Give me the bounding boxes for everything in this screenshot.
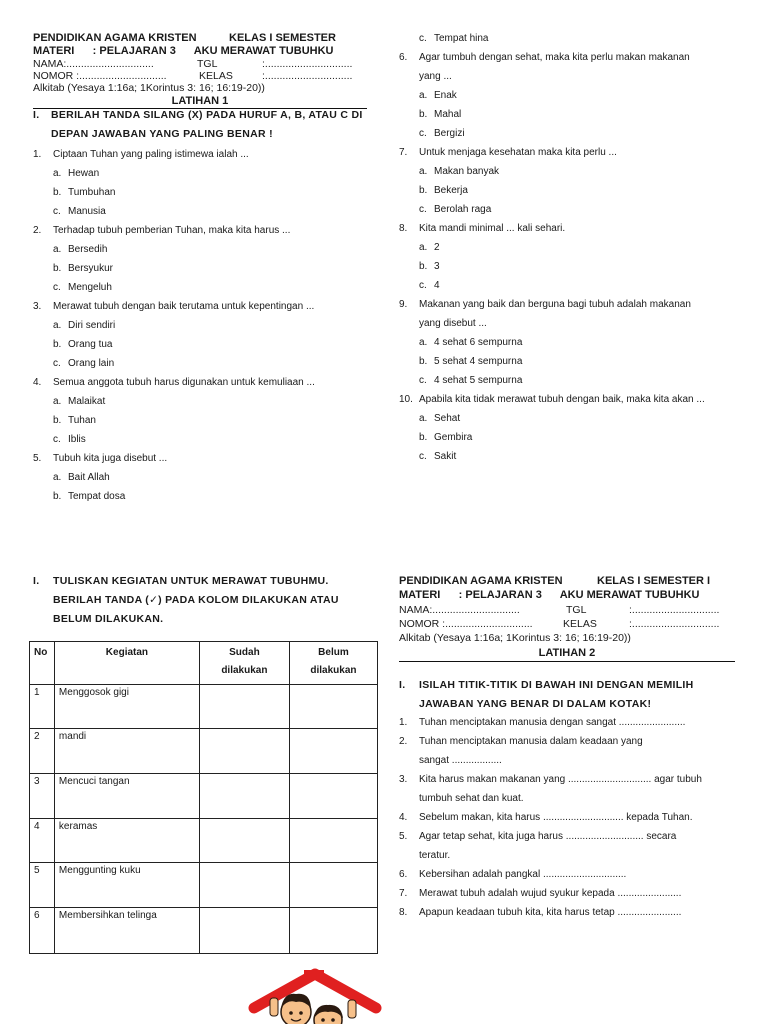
- activity-instruction: [33, 572, 373, 629]
- instruction-line-2: JAWABAN YANG BENAR DI DALAM KOTAK!: [419, 698, 652, 710]
- option-a[interactable]: a. 4 sehat 6 sempurna: [419, 337, 523, 348]
- question-number: 6.: [399, 52, 408, 63]
- question-number: 5.: [33, 453, 42, 464]
- option-c[interactable]: c. Orang lain: [53, 358, 115, 369]
- row-kegiatan: Menggunting kuku: [54, 863, 199, 908]
- kids-under-roof-icon: [248, 968, 382, 1024]
- sheet2-nama-field[interactable]: NAMA:..............................: [399, 604, 520, 616]
- section-number: I.: [33, 575, 40, 587]
- belum-checkbox-cell[interactable]: [289, 908, 377, 954]
- question-number: 9.: [399, 299, 408, 310]
- option-a[interactable]: a. Hewan: [53, 168, 100, 179]
- option-a[interactable]: a. Diri sendiri: [53, 320, 116, 331]
- belum-checkbox-cell[interactable]: [289, 685, 377, 729]
- option-a[interactable]: a. Sehat: [419, 413, 461, 424]
- question-number: 3.: [33, 301, 42, 312]
- sheet1-materi: MATERI : PELAJARAN 3 AKU MERAWAT TUBUHKU: [33, 45, 334, 57]
- option-b[interactable]: b. Gembira: [419, 432, 473, 443]
- option-a[interactable]: a. Bersedih: [53, 244, 108, 255]
- question-number: 10.: [399, 394, 413, 405]
- list-item[interactable]: 6. Kebersihan adalah pangkal ..............................: [399, 869, 627, 880]
- row-kegiatan: Menggosok gigi: [54, 685, 199, 729]
- option-b[interactable]: b. Bersyukur: [53, 263, 114, 274]
- section-number: I.: [399, 679, 406, 691]
- question-6: [399, 48, 735, 143]
- row-kegiatan: Mencuci tangan: [54, 774, 199, 819]
- sudah-checkbox-cell[interactable]: [199, 729, 289, 774]
- question-4: [33, 373, 373, 449]
- option-c[interactable]: c. Sakit: [419, 451, 457, 462]
- option-a[interactable]: a. Bait Allah: [53, 472, 110, 483]
- sheet1-class: KELAS I SEMESTER: [229, 32, 336, 44]
- header-sudah: Sudah dilakukan: [199, 642, 289, 685]
- option-b[interactable]: b. 5 sehat 4 sempurna: [419, 356, 523, 367]
- question-2: [33, 221, 373, 297]
- question-text: Ciptaan Tuhan yang paling istimewa ialah ...: [53, 149, 249, 160]
- sheet1-title: PENDIDIKAN AGAMA KRISTEN: [33, 32, 197, 44]
- option-b[interactable]: b. Tuhan: [53, 415, 96, 426]
- option-c[interactable]: c. Bergizi: [419, 128, 465, 139]
- fill-in-list: [399, 713, 735, 922]
- table-row: [30, 774, 378, 819]
- activity-table: [29, 641, 378, 954]
- option-c[interactable]: c. Manusia: [53, 206, 106, 217]
- questions-right: [399, 29, 735, 466]
- question-text: Untuk menjaga kesehatan maka kita perlu ...: [419, 147, 617, 158]
- question-text: Semua anggota tubuh harus digunakan untuk kemuliaan ...: [53, 377, 315, 388]
- belum-checkbox-cell[interactable]: [289, 819, 377, 863]
- option-c[interactable]: c. 4: [419, 280, 440, 291]
- option-a[interactable]: a. Makan banyak: [419, 166, 500, 177]
- sheet2-nomor-field[interactable]: NOMOR :..............................: [399, 618, 533, 630]
- row-kegiatan: keramas: [54, 819, 199, 863]
- question-text: Merawat tubuh dengan baik terutama untuk kepentingan ...: [53, 301, 315, 312]
- latihan-1-title: LATIHAN 1: [171, 95, 229, 107]
- sudah-checkbox-cell[interactable]: [199, 774, 289, 819]
- latihan-2-title: LATIHAN 2: [538, 647, 596, 659]
- table-header-row: [30, 642, 378, 685]
- sheet1-kelas-label: KELAS: [199, 70, 233, 82]
- option-a[interactable]: a. Enak: [419, 90, 457, 101]
- row-no: 5: [30, 863, 55, 908]
- sudah-checkbox-cell[interactable]: [199, 819, 289, 863]
- question-text: Agar tumbuh dengan sehat, maka kita perlu makan makanan: [419, 52, 690, 63]
- option-c[interactable]: c. Iblis: [53, 434, 86, 445]
- sudah-checkbox-cell[interactable]: [199, 863, 289, 908]
- sudah-checkbox-cell[interactable]: [199, 685, 289, 729]
- list-item[interactable]: 2. Tuhan menciptakan manusia dalam keadaan yang sangat ..................: [399, 736, 643, 766]
- header-no: No: [30, 642, 55, 685]
- list-item[interactable]: 4. Sebelum makan, kita harus ............................. kepada Tuhan.: [399, 812, 693, 823]
- sheet2-title: PENDIDIKAN AGAMA KRISTEN: [399, 575, 563, 587]
- question-number: 8.: [399, 223, 408, 234]
- option-b[interactable]: b. Tempat dosa: [53, 491, 126, 502]
- question-number: 4.: [33, 377, 42, 388]
- sheet2-materi: MATERI : PELAJARAN 3 AKU MERAWAT TUBUHKU: [399, 589, 700, 601]
- list-item[interactable]: 3. Kita harus makan makanan yang .............................. agar tubuh tumbuh sehat dan kuat.: [399, 774, 702, 804]
- question-10: [399, 390, 735, 466]
- question-text-cont: yang ...: [419, 71, 452, 82]
- question-9: [399, 295, 735, 390]
- questions-left: [33, 145, 373, 506]
- sudah-checkbox-cell[interactable]: [199, 908, 289, 954]
- question-3: [33, 297, 373, 373]
- sheet2-kelas-label: KELAS: [563, 618, 597, 630]
- question-text: Terhadap tubuh pemberian Tuhan, maka kita harus ...: [53, 225, 291, 236]
- table-row: [30, 685, 378, 729]
- table-row: [30, 819, 378, 863]
- sheet2-tgl-label: TGL: [566, 604, 587, 616]
- row-no: 2: [30, 729, 55, 774]
- sheet2-tgl-field[interactable]: :..............................: [629, 604, 720, 616]
- row-kegiatan: mandi: [54, 729, 199, 774]
- option-b[interactable]: b. Tumbuhan: [53, 187, 116, 198]
- belum-checkbox-cell[interactable]: [289, 729, 377, 774]
- latihan-2-instruction: [399, 676, 735, 714]
- list-item[interactable]: 8. Apapun keadaan tubuh kita, kita harus tetap .......................: [399, 907, 682, 918]
- question-text-cont: yang disebut ...: [419, 318, 487, 329]
- sheet1-alkitab: Alkitab (Yesaya 1:16a; 1Korintus 3: 16; 16:19-20)): [33, 82, 265, 94]
- sheet1-nama-field[interactable]: NAMA:..............................: [33, 58, 154, 70]
- row-no: 3: [30, 774, 55, 819]
- option-b[interactable]: b. 3: [419, 261, 440, 272]
- sheet2-class: KELAS I SEMESTER I: [597, 575, 711, 587]
- row-kegiatan: Membersihkan telinga: [54, 908, 199, 954]
- section-number: I.: [33, 109, 40, 121]
- option-c[interactable]: c. Berolah raga: [419, 204, 492, 215]
- question-text: Makanan yang baik dan berguna bagi tubuh adalah makanan: [419, 299, 691, 310]
- option-a[interactable]: a. 2: [419, 242, 440, 253]
- question-7: [399, 143, 735, 219]
- row-no: 4: [30, 819, 55, 863]
- list-item[interactable]: 1. Tuhan menciptakan manusia dengan sangat ........................: [399, 717, 686, 728]
- instruction-line-1: ISILAH TITIK-TITIK DI BAWAH INI DENGAN MEMILIH: [419, 679, 694, 691]
- belum-checkbox-cell[interactable]: [289, 774, 377, 819]
- header-kegiatan: Kegiatan: [54, 642, 199, 685]
- sheet2-kelas-field[interactable]: :..............................: [629, 618, 720, 630]
- header-divider: [399, 661, 735, 662]
- sheet1-nomor-field[interactable]: NOMOR :..............................: [33, 70, 167, 82]
- sheet2-alkitab: Alkitab (Yesaya 1:16a; 1Korintus 3: 16; 16:19-20)): [399, 632, 631, 644]
- question-number: 2.: [33, 225, 42, 236]
- table-row: [30, 908, 378, 954]
- row-no: 1: [30, 685, 55, 729]
- sheet1-tgl-field[interactable]: :..............................: [262, 58, 353, 70]
- instruction-line-2: DEPAN JAWABAN YANG PALING BENAR !: [51, 128, 273, 140]
- question-number: 7.: [399, 147, 408, 158]
- question-8: [399, 219, 735, 295]
- list-item[interactable]: 5. Agar tetap sehat, kita juga harus ............................ secara teratur.: [399, 831, 677, 861]
- q5-option-c[interactable]: c. Tempat hina: [419, 33, 489, 44]
- header-belum: Belum dilakukan: [289, 642, 377, 685]
- sheet1-tgl-label: TGL: [197, 58, 218, 70]
- option-b[interactable]: b. Bekerja: [419, 185, 468, 196]
- option-c[interactable]: c. Mengeluh: [53, 282, 112, 293]
- instruction-line-3: BELUM DILAKUKAN.: [53, 613, 164, 625]
- latihan-1-instruction: [33, 106, 373, 144]
- row-no: 6: [30, 908, 55, 954]
- table-row: [30, 863, 378, 908]
- belum-checkbox-cell[interactable]: [289, 863, 377, 908]
- instruction-line-2: BERILAH TANDA (✓) PADA KOLOM DILAKUKAN ATAU: [53, 594, 339, 606]
- question-number: 1.: [33, 149, 42, 160]
- option-b[interactable]: b. Orang tua: [53, 339, 113, 350]
- list-item[interactable]: 7. Merawat tubuh adalah wujud syukur kepada .......................: [399, 888, 682, 899]
- sheet1-kelas-field[interactable]: :..............................: [262, 70, 353, 82]
- question-text: Tubuh kita juga disebut ...: [53, 453, 168, 464]
- option-a[interactable]: a. Malaikat: [53, 396, 106, 407]
- instruction-line-1: BERILAH TANDA SILANG (X) PADA HURUF A, B, ATAU C DI: [51, 109, 363, 121]
- table-row: [30, 729, 378, 774]
- instruction-line-1: TULISKAN KEGIATAN UNTUK MERAWAT TUBUHMU.: [53, 575, 329, 587]
- question-text: Kita mandi minimal ... kali sehari.: [419, 223, 566, 234]
- option-c[interactable]: c. 4 sehat 5 sempurna: [419, 375, 523, 386]
- question-1: [33, 145, 373, 221]
- option-b[interactable]: b. Mahal: [419, 109, 462, 120]
- question-5: [33, 449, 373, 506]
- question-text: Apabila kita tidak merawat tubuh dengan baik, maka kita akan ...: [419, 394, 705, 405]
